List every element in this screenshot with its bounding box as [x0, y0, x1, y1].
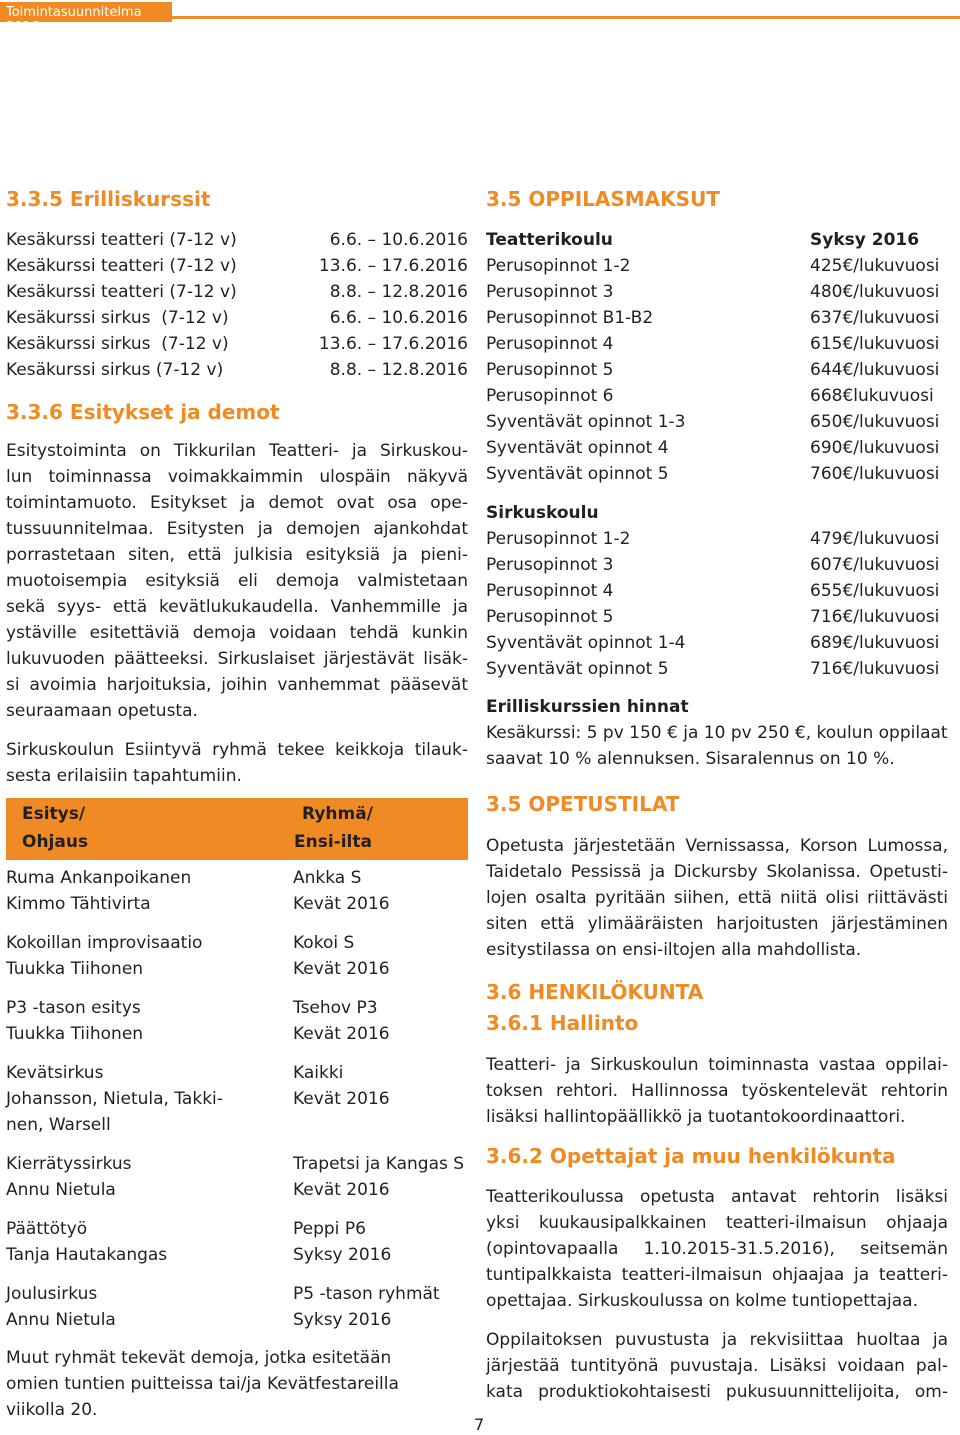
performance-group: Trapetsi ja Kangas S	[293, 1154, 465, 1174]
text-line: toimintamuoto. Esitykset ja demot ovat osa ope-	[6, 493, 468, 513]
performance-group: Peppi P6	[293, 1219, 366, 1239]
performance-group: P5 -tason ryhmät	[293, 1284, 440, 1304]
erilliskurssien-header: Erilliskurssien hinnat	[486, 697, 689, 717]
performance-name: Tanja Hautakangas	[6, 1245, 168, 1265]
footer-line: viikolla 20.	[6, 1400, 98, 1420]
course-row	[6, 253, 468, 279]
header-title: Toimintasuunnitelma 2016	[6, 5, 142, 35]
footer-line: omien tuntien puitteissa tai/ja Kevätfestareilla	[6, 1374, 399, 1394]
text-line: esitystilassa on ensi-iltojen alla mahdollista.	[486, 940, 862, 960]
text-line: porrastetaan siten, että julkisia esityksiä ja pieni-	[6, 545, 468, 565]
course-name: Kesäkurssi teatteri (7-12 v)	[6, 256, 237, 276]
text-line: Esitystoiminta on Tikkurilan Teatteri- ja Sirkuskou-	[6, 441, 468, 461]
fee-course: Perusopinnot 1-2	[486, 256, 631, 276]
text-line: opettajaa. Sirkuskoulussa on kolme tuntiopettajaa.	[486, 1291, 918, 1311]
fee-course: Perusopinnot 6	[486, 386, 614, 406]
fee-amount: 655€/lukuvuosi	[810, 581, 940, 601]
fee-course: Perusopinnot 3	[486, 555, 614, 575]
text-line: Opetusta järjestetään Vernissassa, Korson Lumossa,	[486, 836, 948, 856]
course-date: 13.6. – 17.6.2016	[318, 334, 468, 354]
course-row	[6, 305, 468, 331]
page-header	[0, 0, 960, 35]
text-line: muotoisempia esityksiä eli demoja valmistetaan	[6, 571, 468, 591]
fee-row	[486, 552, 956, 578]
fee-row	[486, 383, 956, 409]
text-line: tuntipalkkaista teatteri-ilmaisun ohjaajaa ja teatteri-	[486, 1265, 948, 1285]
header-ryhma: Ryhmä/	[302, 804, 373, 824]
footer-line: Muut ryhmät tekevät demoja, jotka esitetään	[6, 1348, 392, 1368]
heading-opetustilat: 3.5 OPETUSTILAT	[486, 792, 680, 816]
text-line: sesta erilaisiin tapahtumiin.	[6, 766, 242, 786]
course-name: Kesäkurssi teatteri (7-12 v)	[6, 282, 237, 302]
text-line: lun toiminnassa voimakkaimmin ulospäin näkyvä	[6, 467, 468, 487]
performance-name: Annu Nietula	[6, 1310, 116, 1330]
course-row	[6, 357, 468, 383]
fee-course: Syventävät opinnot 1-4	[486, 633, 686, 653]
text-line: si avoimia harjoituksia, joihin vanhemmat pääsevät	[6, 675, 468, 695]
fee-amount: 425€/lukuvuosi	[810, 256, 940, 276]
text-line: (opintovapaalla 1.10.2015-31.5.2016), seitsemän	[486, 1239, 948, 1259]
teatterikoulu-label: Teatterikoulu	[486, 230, 613, 250]
fee-course: Perusopinnot 5	[486, 607, 614, 627]
text-line: lojen osalta pyritään siihen, että niitä olisi riittävästi	[486, 888, 948, 908]
erillis-line: saavat 10 % alennuksen. Sisaralennus on 10 %.	[486, 749, 895, 769]
header-rule	[172, 16, 960, 19]
course-row	[6, 331, 468, 357]
text-line: ystäville esitettäviä demoja voidaan tehdä kunkin	[6, 623, 468, 643]
course-name: Kesäkurssi teatteri (7-12 v)	[6, 230, 237, 250]
performance-name: Kimmo Tähtivirta	[6, 894, 151, 914]
fee-amount: 615€/lukuvuosi	[810, 334, 940, 354]
fee-row	[486, 630, 956, 656]
text-line: seuraamaan opetusta.	[6, 701, 198, 721]
performance-name: Tuukka Tiihonen	[6, 959, 144, 979]
text-line: yksi kuukausipalkkainen teatteri-ilmaisun ohjaaja	[486, 1213, 948, 1233]
heading-henkilokunta: 3.6 HENKILÖKUNTA	[486, 980, 704, 1004]
performance-name: Joulusirkus	[6, 1284, 98, 1304]
fee-row	[486, 409, 956, 435]
text-line: Teatterikoulussa opetusta antavat rehtorin lisäksi	[486, 1187, 948, 1207]
performance-name: Tuukka Tiihonen	[6, 1024, 144, 1044]
fee-amount: 479€/lukuvuosi	[810, 529, 940, 549]
heading-erilliskurssit: 3.3.5 Erilliskurssit	[6, 187, 211, 211]
fee-row	[486, 253, 956, 279]
fee-amount: 607€/lukuvuosi	[810, 555, 940, 575]
fee-row	[486, 331, 956, 357]
header-ensi-ilta: Ensi-ilta	[294, 832, 372, 852]
performance-name: Kevätsirkus	[6, 1063, 104, 1083]
heading-esitykset: 3.3.6 Esitykset ja demot	[6, 400, 280, 424]
text-line: Oppilaitoksen puvustusta ja rekvisiittaa huoltaa ja	[486, 1330, 948, 1350]
fee-course: Perusopinnot 4	[486, 581, 614, 601]
fee-course: Syventävät opinnot 5	[486, 659, 669, 679]
performance-group: Kevät 2016	[293, 1089, 390, 1109]
course-date: 8.8. – 12.8.2016	[329, 282, 468, 302]
performance-name: P3 -tason esitys	[6, 998, 141, 1018]
fee-row	[486, 305, 956, 331]
fee-amount: 689€/lukuvuosi	[810, 633, 940, 653]
performance-group: Kevät 2016	[293, 1024, 390, 1044]
text-line: lisäksi hallintopäällikkö ja tuotantokoordinaattori.	[486, 1107, 906, 1127]
heading-hallinto: 3.6.1 Hallinto	[486, 1011, 639, 1035]
performance-name: Päättötyö	[6, 1219, 88, 1239]
course-date: 6.6. – 10.6.2016	[329, 230, 468, 250]
text-line: kata produktiokohtaisesti pukusuunnittelijoita, om-	[486, 1382, 948, 1402]
fee-course: Perusopinnot 4	[486, 334, 614, 354]
performance-group: Kevät 2016	[293, 959, 390, 979]
fee-amount: 716€/lukuvuosi	[810, 659, 940, 679]
heading-oppilasmaksut: 3.5 OPPILASMAKSUT	[486, 187, 720, 211]
text-line: siten että ylimääräisten harjoitusten järjestäminen	[486, 914, 948, 934]
fee-amount: 650€/lukuvuosi	[810, 412, 940, 432]
text-line: sekä syys- että kevätlukukaudella. Vanhemmille ja	[6, 597, 468, 617]
performance-group: Kevät 2016	[293, 1180, 390, 1200]
course-date: 8.8. – 12.8.2016	[329, 360, 468, 380]
performance-name: Ruma Ankanpoikanen	[6, 868, 192, 888]
erillis-line: Kesäkurssi: 5 pv 150 € ja 10 pv 250 €, koulun oppilaat	[486, 723, 948, 743]
performance-name: Kokoillan improvisaatio	[6, 933, 203, 953]
course-date: 6.6. – 10.6.2016	[329, 308, 468, 328]
fee-row	[486, 656, 956, 682]
fee-row	[486, 435, 956, 461]
performance-group: Tsehov P3	[293, 998, 378, 1018]
text-line: Sirkuskoulun Esiintyvä ryhmä tekee keikkoja tilauk-	[6, 740, 468, 760]
text-line: järjestää tuntityönä puvustaja. Lisäksi voidaan pal-	[486, 1356, 948, 1376]
performance-table-header	[6, 798, 468, 860]
fee-course: Syventävät opinnot 5	[486, 464, 669, 484]
fee-row	[486, 604, 956, 630]
header-ohjaus: Ohjaus	[22, 832, 89, 852]
fee-course: Syventävät opinnot 4	[486, 438, 669, 458]
course-name: Kesäkurssi sirkus (7-12 v)	[6, 308, 229, 328]
course-row	[6, 227, 468, 253]
syksy-label: Syksy 2016	[810, 230, 920, 250]
course-row	[6, 279, 468, 305]
performance-group: Syksy 2016	[293, 1310, 392, 1330]
performance-name: Annu Nietula	[6, 1180, 116, 1200]
heading-opettajat: 3.6.2 Opettajat ja muu henkilökunta	[486, 1144, 896, 1168]
fee-row	[486, 357, 956, 383]
fee-row	[486, 461, 956, 487]
fee-course: Syventävät opinnot 1-3	[486, 412, 686, 432]
performance-group: Kevät 2016	[293, 894, 390, 914]
text-line: Teatteri- ja Sirkuskoulun toiminnasta vastaa oppilai-	[486, 1055, 948, 1075]
fee-row	[486, 279, 956, 305]
performance-name: Johansson, Nietula, Takki-	[6, 1089, 223, 1109]
performance-name: nen, Warsell	[6, 1115, 111, 1135]
fee-amount: 644€/lukuvuosi	[810, 360, 940, 380]
text-line: toksen rehtori. Hallinnossa työskentelevät rehtorin	[486, 1081, 948, 1101]
fee-amount: 480€/lukuvuosi	[810, 282, 940, 302]
course-name: Kesäkurssi sirkus (7-12 v)	[6, 334, 229, 354]
course-name: Kesäkurssi sirkus (7-12 v)	[6, 360, 224, 380]
header-esitys: Esitys/	[22, 804, 86, 824]
page-number: 7	[474, 1415, 485, 1434]
fee-row	[486, 578, 956, 604]
performance-group: Kokoi S	[293, 933, 355, 953]
sirkuskoulu-header: Sirkuskoulu	[486, 503, 599, 523]
performance-name: Kierrätyssirkus	[6, 1154, 132, 1174]
text-line: Taidetalo Pessissä ja Dickursby Skolanissa. Opetusti-	[486, 862, 948, 882]
text-line: tussuunnitelmaa. Esitysten ja demojen ajankohdat	[6, 519, 468, 539]
fee-amount: 668€lukuvuosi	[810, 386, 934, 406]
fee-amount: 690€/lukuvuosi	[810, 438, 940, 458]
fee-amount: 637€/lukuvuosi	[810, 308, 940, 328]
performance-group: Ankka S	[293, 868, 362, 888]
header-bar	[0, 2, 172, 35]
fee-course: Perusopinnot B1-B2	[486, 308, 654, 328]
text-line: lukuvuoden päätteeksi. Sirkuslaiset järjestävät lisäk-	[6, 649, 468, 669]
fee-course: Perusopinnot 5	[486, 360, 614, 380]
fee-amount: 716€/lukuvuosi	[810, 607, 940, 627]
fee-row	[486, 526, 956, 552]
performance-group: Syksy 2016	[293, 1245, 392, 1265]
teatterikoulu-header	[486, 227, 956, 253]
fee-course: Perusopinnot 3	[486, 282, 614, 302]
fee-course: Perusopinnot 1-2	[486, 529, 631, 549]
performance-group: Kaikki	[293, 1063, 344, 1083]
course-date: 13.6. – 17.6.2016	[318, 256, 468, 276]
fee-amount: 760€/lukuvuosi	[810, 464, 940, 484]
